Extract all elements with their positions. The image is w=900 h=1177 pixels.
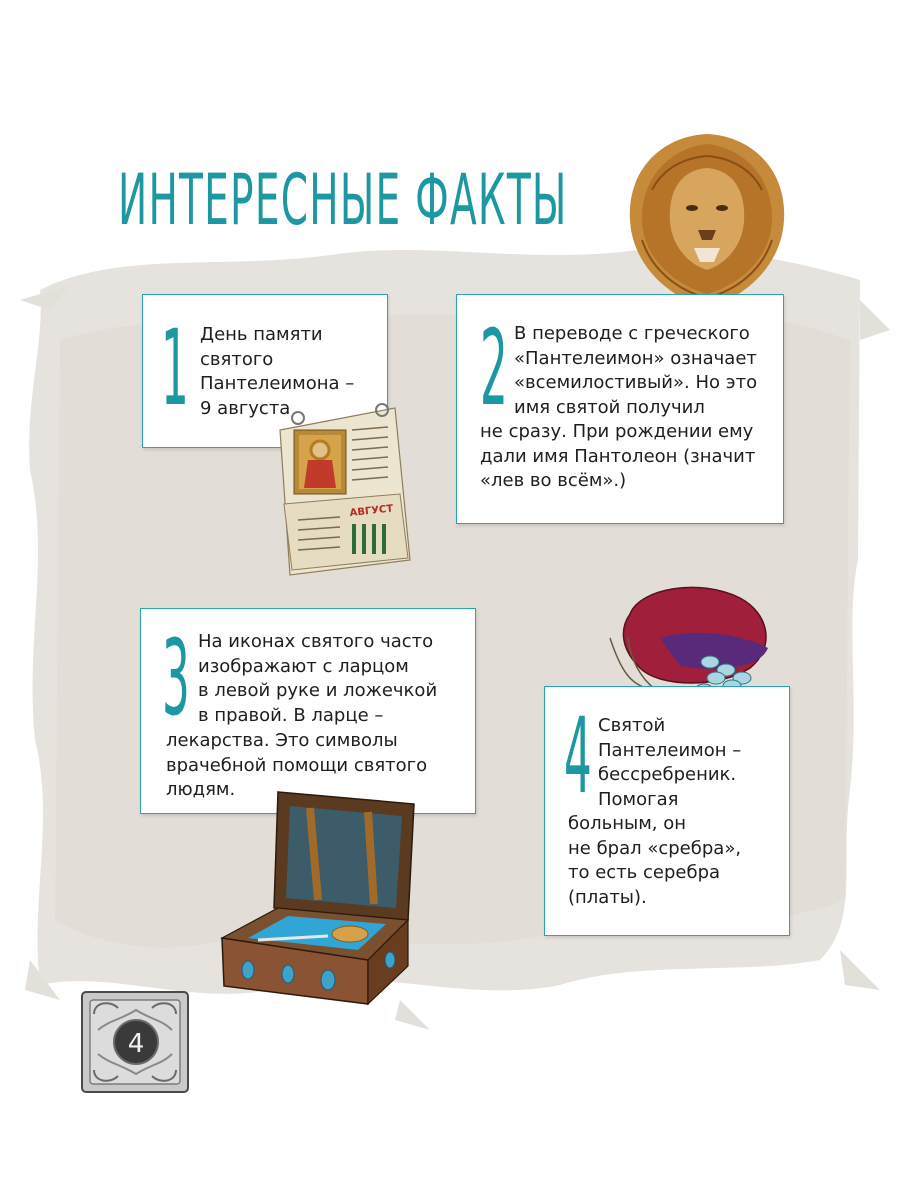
fact-1-line: 9 августа xyxy=(200,397,291,419)
fact-3-line: изображают с ларцом xyxy=(198,655,409,677)
fact-2-line: «Пантелеимон» означает xyxy=(514,347,757,369)
fact-3-line: в правой. В ларце – xyxy=(198,704,384,726)
page-number: 4 xyxy=(127,1029,145,1059)
fact-4-line: не брал «сребра», xyxy=(568,837,742,859)
page-title: ИНТЕРЕСНЫЕ ФАКТЫ xyxy=(118,158,568,241)
fact-3-line: врачебной помощи святого xyxy=(166,754,428,776)
fact-3-line: На иконах святого часто xyxy=(198,631,434,652)
fact-3-line: лекарства. Это символы xyxy=(166,730,398,751)
fact-3-line: в левой руке и ложечкой xyxy=(198,680,438,701)
fact-number-3: 3 xyxy=(162,617,190,739)
fact-4-line: больным, он xyxy=(568,813,687,834)
fact-2-line: «всемилостивый». Но это xyxy=(514,372,758,393)
fact-text-4a xyxy=(598,714,741,812)
fact-1-line: святого xyxy=(200,348,274,370)
fact-4-line: Святой xyxy=(598,715,666,736)
fact-text-2a xyxy=(514,322,757,420)
fact-1-line: День памяти xyxy=(200,324,323,345)
fact-4-line: Помогая xyxy=(598,788,679,810)
fact-2-line: дали имя Пантолеон (значит xyxy=(480,445,756,467)
fact-number-2: 2 xyxy=(480,307,508,429)
fact-number-1: 1 xyxy=(161,307,189,429)
fact-2-line: не сразу. При рождении ему xyxy=(480,421,754,442)
fact-text-2b xyxy=(480,420,755,494)
calendar-illustration xyxy=(270,400,420,580)
fact-4-line: то есть серебра xyxy=(568,862,721,883)
calendar-month-label: АВГУСТ xyxy=(349,503,394,519)
fact-4-line: Пантелеимон – xyxy=(598,739,742,761)
lion-illustration xyxy=(622,130,792,310)
chest-illustration xyxy=(218,790,418,1010)
fact-3-line: людям. xyxy=(166,779,236,800)
fact-2-line: имя святой получил xyxy=(514,396,705,418)
fact-text-4b xyxy=(568,812,741,910)
fact-number-4: 4 xyxy=(564,695,592,817)
fact-2-line: В переводе с греческого xyxy=(514,323,750,344)
fact-4-line: (платы). xyxy=(568,886,647,908)
fact-text-3a xyxy=(198,630,437,728)
page-number-tile xyxy=(80,990,192,1096)
fact-2-line: «лев во всём».) xyxy=(480,470,627,491)
fact-1-line: Пантелеимона – xyxy=(200,373,355,394)
fact-4-line: бессребреник. xyxy=(598,764,737,785)
